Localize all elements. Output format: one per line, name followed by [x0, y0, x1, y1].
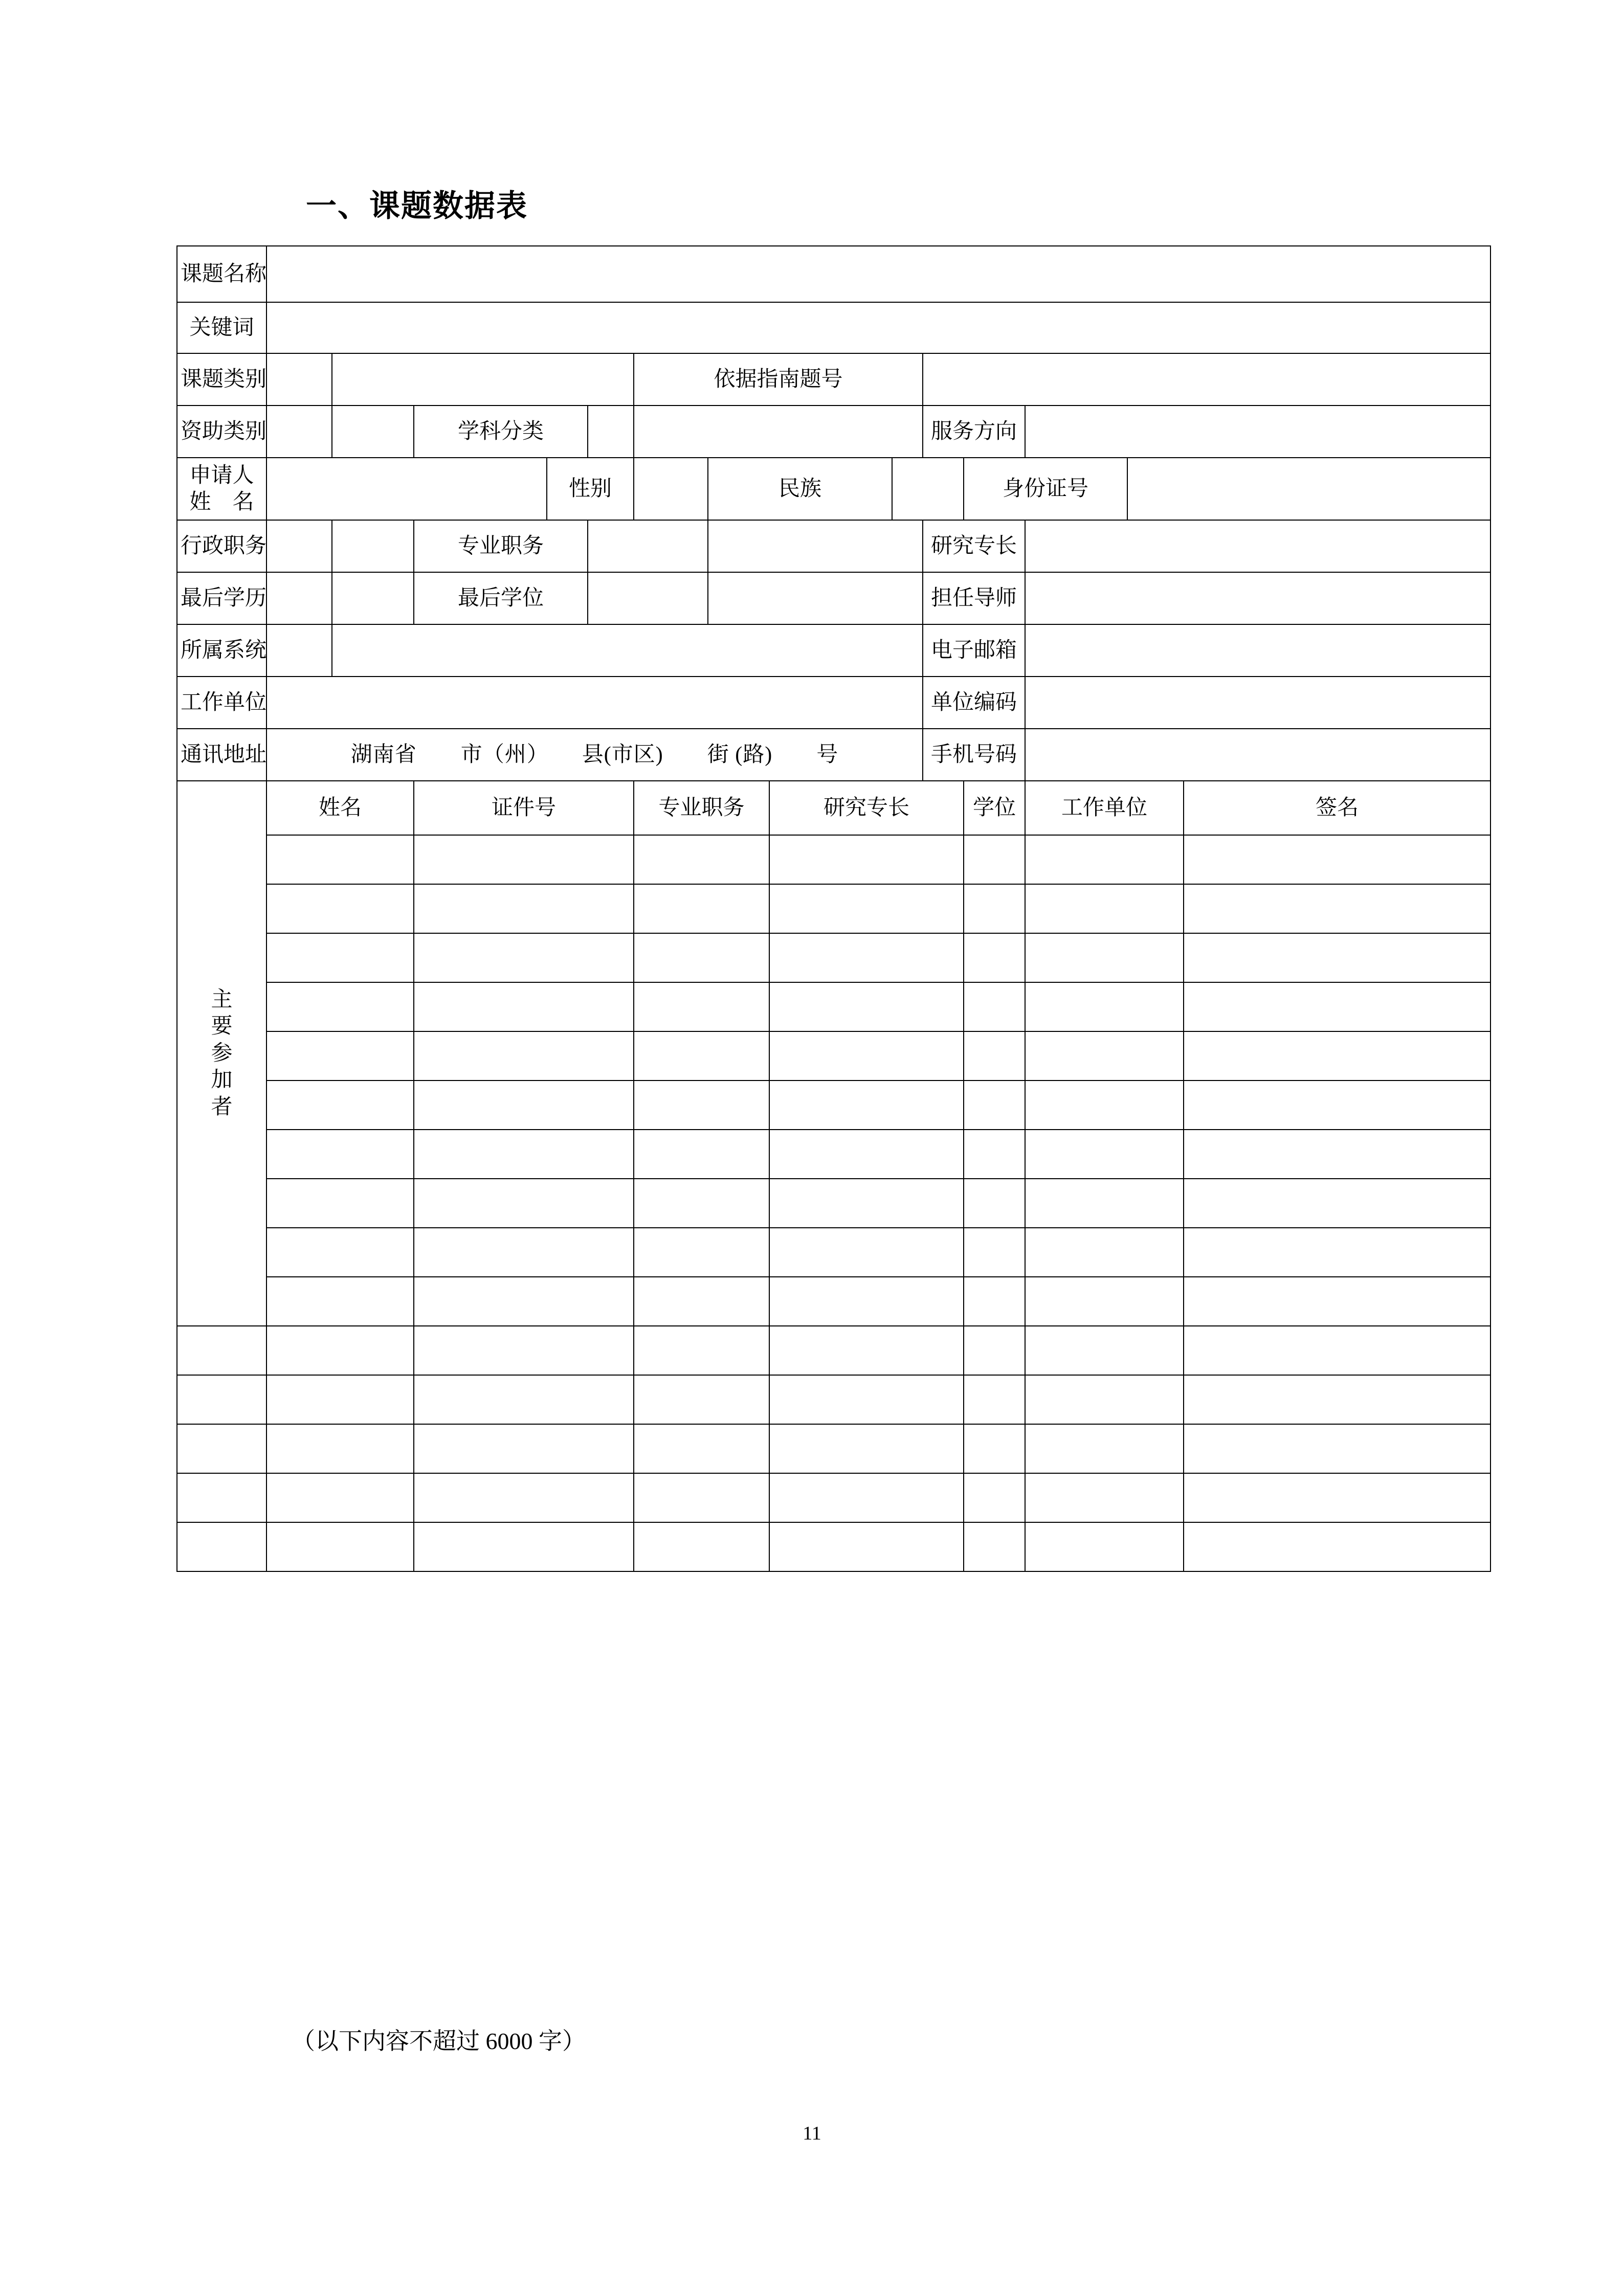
- cell-extra-col4[interactable]: [769, 1473, 964, 1522]
- label-applicant-name-line2: 姓 名: [189, 490, 254, 514]
- cell-id-number[interactable]: [414, 835, 634, 884]
- cell-extra-col2[interactable]: [414, 1375, 634, 1424]
- cell-extra-col4[interactable]: [769, 1424, 964, 1473]
- cell-name[interactable]: [266, 884, 414, 933]
- cell-extra-col5[interactable]: [964, 1473, 1025, 1522]
- cell-extra-col0[interactable]: [177, 1473, 266, 1522]
- table-row: [177, 1277, 1490, 1326]
- column-header-id-number: 证件号: [414, 781, 634, 835]
- table-row: [177, 1130, 1490, 1179]
- label-main-participants-char-3: 加: [211, 1068, 233, 1092]
- label-guideline-number: 依据指南题号: [634, 353, 923, 406]
- cell-name[interactable]: [266, 1031, 414, 1081]
- field-applicant-name[interactable]: [266, 458, 547, 520]
- cell-extra-col2[interactable]: [414, 1473, 634, 1522]
- cell-extra-col2[interactable]: [414, 1326, 634, 1375]
- cell-professional-post[interactable]: [634, 933, 769, 982]
- cell-extra-col1[interactable]: [266, 1424, 414, 1473]
- cell-research-specialty[interactable]: [769, 1130, 964, 1179]
- field-funding-category-code[interactable]: [266, 406, 332, 458]
- cell-name[interactable]: [266, 1277, 414, 1326]
- field-project-title[interactable]: [266, 246, 1490, 302]
- cell-work-unit[interactable]: [1025, 884, 1184, 933]
- cell-signature[interactable]: [1184, 1179, 1490, 1228]
- column-header-signature: 签名: [1184, 781, 1490, 835]
- row-education: [177, 572, 1490, 624]
- field-mobile-number[interactable]: [1025, 729, 1490, 781]
- cell-professional-post[interactable]: [634, 1277, 769, 1326]
- cell-professional-post[interactable]: [634, 835, 769, 884]
- table-row: [177, 1031, 1490, 1081]
- cell-degree[interactable]: [964, 1179, 1025, 1228]
- cell-name[interactable]: [266, 1081, 414, 1130]
- column-header-research-specialty: 研究专长: [769, 781, 964, 835]
- cell-extra-col4[interactable]: [769, 1375, 964, 1424]
- cell-degree[interactable]: [964, 1130, 1025, 1179]
- cell-degree[interactable]: [964, 1031, 1025, 1081]
- cell-research-specialty[interactable]: [769, 1081, 964, 1130]
- cell-id-number[interactable]: [414, 1228, 634, 1277]
- row-affiliated-system: [177, 624, 1490, 677]
- cell-signature[interactable]: [1184, 982, 1490, 1031]
- cell-degree[interactable]: [964, 982, 1025, 1031]
- cell-professional-post[interactable]: [634, 1081, 769, 1130]
- cell-name[interactable]: [266, 835, 414, 884]
- cell-degree[interactable]: [964, 884, 1025, 933]
- row-participants-header: [177, 781, 1490, 835]
- cell-extra-col7[interactable]: [1184, 1326, 1490, 1375]
- cell-extra-col0[interactable]: [177, 1424, 266, 1473]
- label-applicant-name: [177, 458, 266, 520]
- cell-extra-col3[interactable]: [634, 1375, 769, 1424]
- table-row: [177, 933, 1490, 982]
- cell-research-specialty[interactable]: [769, 1031, 964, 1081]
- cell-name[interactable]: [266, 1228, 414, 1277]
- field-professional-post-text[interactable]: [708, 520, 923, 572]
- field-highest-education-code[interactable]: [266, 572, 332, 624]
- cell-extra-col1[interactable]: [266, 1326, 414, 1375]
- cell-id-number[interactable]: [414, 1130, 634, 1179]
- cell-extra-col5[interactable]: [964, 1424, 1025, 1473]
- label-keywords: 关键词: [177, 302, 266, 353]
- field-administrative-post-code[interactable]: [266, 520, 332, 572]
- cell-extra-col0[interactable]: [177, 1375, 266, 1424]
- project-data-table: [176, 245, 1491, 1572]
- row-posts: [177, 520, 1490, 572]
- cell-extra-col7[interactable]: [1184, 1522, 1490, 1571]
- field-discipline-code[interactable]: [588, 406, 634, 458]
- label-professional-post: 专业职务: [414, 520, 588, 572]
- label-main-participants: [177, 781, 266, 1326]
- cell-id-number[interactable]: [414, 1081, 634, 1130]
- table-row: [177, 1473, 1490, 1522]
- label-affiliated-system: 所属系统: [177, 624, 266, 677]
- label-funding-category: 资助类别: [177, 406, 266, 458]
- cell-degree[interactable]: [964, 835, 1025, 884]
- label-project-category: 课题类别: [177, 353, 266, 406]
- field-guideline-number[interactable]: [923, 353, 1490, 406]
- cell-extra-col6[interactable]: [1025, 1375, 1184, 1424]
- cell-extra-col2[interactable]: [414, 1424, 634, 1473]
- label-unit-code: 单位编码: [923, 677, 1025, 729]
- cell-degree[interactable]: [964, 1228, 1025, 1277]
- cell-research-specialty[interactable]: [769, 835, 964, 884]
- table-row: [177, 982, 1490, 1031]
- label-work-unit: 工作单位: [177, 677, 266, 729]
- field-mailing-address[interactable]: 湖南省 市（州） 县(市区) 街 (路) 号: [266, 729, 923, 781]
- field-highest-degree-code[interactable]: [588, 572, 708, 624]
- cell-extra-col3[interactable]: [634, 1473, 769, 1522]
- cell-work-unit[interactable]: [1025, 982, 1184, 1031]
- table-row: [177, 1424, 1490, 1473]
- table-row: [177, 884, 1490, 933]
- label-service-direction: 服务方向: [923, 406, 1025, 458]
- row-mailing-address: [177, 729, 1490, 781]
- cell-extra-col6[interactable]: [1025, 1424, 1184, 1473]
- field-project-category-code[interactable]: [266, 353, 332, 406]
- cell-work-unit[interactable]: [1025, 1031, 1184, 1081]
- table-row: [177, 1375, 1490, 1424]
- field-funding-category-text[interactable]: [332, 406, 414, 458]
- cell-work-unit[interactable]: [1025, 835, 1184, 884]
- label-id-number: 身份证号: [964, 458, 1127, 520]
- label-main-participants-char-4: 者: [211, 1095, 233, 1119]
- cell-signature[interactable]: [1184, 1277, 1490, 1326]
- column-header-degree: 学位: [964, 781, 1025, 835]
- cell-id-number[interactable]: [414, 982, 634, 1031]
- cell-work-unit[interactable]: [1025, 1081, 1184, 1130]
- field-project-category-text[interactable]: [332, 353, 634, 406]
- label-gender: 性别: [547, 458, 634, 520]
- column-header-professional-post: 专业职务: [634, 781, 769, 835]
- table-row: [177, 1081, 1490, 1130]
- field-discipline-text[interactable]: [634, 406, 923, 458]
- field-administrative-post-text[interactable]: [332, 520, 414, 572]
- cell-extra-col1[interactable]: [266, 1522, 414, 1571]
- field-professional-post-code[interactable]: [588, 520, 708, 572]
- cell-signature[interactable]: [1184, 933, 1490, 982]
- row-work-unit: [177, 677, 1490, 729]
- cell-name[interactable]: [266, 982, 414, 1031]
- cell-extra-col6[interactable]: [1025, 1522, 1184, 1571]
- cell-extra-col1[interactable]: [266, 1375, 414, 1424]
- cell-work-unit[interactable]: [1025, 1179, 1184, 1228]
- field-unit-code[interactable]: [1025, 677, 1490, 729]
- field-keywords[interactable]: [266, 302, 1490, 353]
- cell-extra-col7[interactable]: [1184, 1473, 1490, 1522]
- row-project-category: [177, 353, 1490, 406]
- row-funding-category: [177, 406, 1490, 458]
- cell-research-specialty[interactable]: [769, 933, 964, 982]
- cell-id-number[interactable]: [414, 1031, 634, 1081]
- cell-signature[interactable]: [1184, 1031, 1490, 1081]
- table-row: [177, 1228, 1490, 1277]
- label-email: 电子邮箱: [923, 624, 1025, 677]
- page-title: 一、课题数据表: [306, 188, 528, 224]
- cell-extra-col4[interactable]: [769, 1522, 964, 1571]
- label-mobile-number: 手机号码: [923, 729, 1025, 781]
- cell-extra-col1[interactable]: [266, 1473, 414, 1522]
- cell-signature[interactable]: [1184, 1130, 1490, 1179]
- cell-research-specialty[interactable]: [769, 1179, 964, 1228]
- label-main-participants-char-2: 参: [211, 1041, 233, 1065]
- cell-extra-col5[interactable]: [964, 1522, 1025, 1571]
- label-project-title: 课题名称: [177, 246, 266, 302]
- field-service-direction[interactable]: [1025, 406, 1490, 458]
- cell-research-specialty[interactable]: [769, 1228, 964, 1277]
- cell-signature[interactable]: [1184, 1081, 1490, 1130]
- page-number: 11: [803, 2123, 821, 2144]
- cell-signature[interactable]: [1184, 1228, 1490, 1277]
- cell-professional-post[interactable]: [634, 1031, 769, 1081]
- cell-extra-col7[interactable]: [1184, 1424, 1490, 1473]
- label-discipline-category: 学科分类: [414, 406, 588, 458]
- cell-work-unit[interactable]: [1025, 933, 1184, 982]
- cell-professional-post[interactable]: [634, 884, 769, 933]
- table-row: [177, 1326, 1490, 1375]
- cell-id-number[interactable]: [414, 1179, 634, 1228]
- table-row: [177, 1179, 1490, 1228]
- cell-extra-col4[interactable]: [769, 1326, 964, 1375]
- cell-research-specialty[interactable]: [769, 1277, 964, 1326]
- field-affiliated-system-code[interactable]: [266, 624, 332, 677]
- cell-work-unit[interactable]: [1025, 1277, 1184, 1326]
- cell-id-number[interactable]: [414, 1277, 634, 1326]
- cell-name[interactable]: [266, 1130, 414, 1179]
- cell-name[interactable]: [266, 1179, 414, 1228]
- cell-signature[interactable]: [1184, 835, 1490, 884]
- cell-id-number[interactable]: [414, 884, 634, 933]
- cell-extra-col3[interactable]: [634, 1326, 769, 1375]
- field-is-supervisor[interactable]: [1025, 572, 1490, 624]
- word-limit-note: （以下内容不超过 6000 字）: [292, 2028, 586, 2054]
- label-research-specialty: 研究专长: [923, 520, 1025, 572]
- column-header-name: 姓名: [266, 781, 414, 835]
- cell-research-specialty[interactable]: [769, 982, 964, 1031]
- field-gender[interactable]: [634, 458, 708, 520]
- cell-professional-post[interactable]: [634, 1130, 769, 1179]
- label-applicant-name-line1: 申请人: [189, 463, 254, 487]
- cell-professional-post[interactable]: [634, 1228, 769, 1277]
- field-research-specialty[interactable]: [1025, 520, 1490, 572]
- label-is-supervisor: 担任导师: [923, 572, 1025, 624]
- label-highest-education: 最后学历: [177, 572, 266, 624]
- table-row: [177, 1522, 1490, 1571]
- cell-extra-col0[interactable]: [177, 1326, 266, 1375]
- cell-extra-col5[interactable]: [964, 1326, 1025, 1375]
- cell-professional-post[interactable]: [634, 1179, 769, 1228]
- column-header-work-unit: 工作单位: [1025, 781, 1184, 835]
- field-highest-education-text[interactable]: [332, 572, 414, 624]
- cell-degree[interactable]: [964, 933, 1025, 982]
- label-ethnicity: 民族: [708, 458, 892, 520]
- field-work-unit[interactable]: [266, 677, 923, 729]
- cell-extra-col2[interactable]: [414, 1522, 634, 1571]
- label-mailing-address: 通讯地址: [177, 729, 266, 781]
- label-highest-degree: 最后学位: [414, 572, 588, 624]
- cell-work-unit[interactable]: [1025, 1130, 1184, 1179]
- field-email[interactable]: [1025, 624, 1490, 677]
- row-keywords: [177, 302, 1490, 353]
- label-main-participants-char-0: 主: [211, 987, 233, 1011]
- cell-name[interactable]: [266, 933, 414, 982]
- row-applicant: [177, 458, 1490, 520]
- field-highest-degree-text[interactable]: [708, 572, 923, 624]
- cell-degree[interactable]: [964, 1277, 1025, 1326]
- cell-extra-col5[interactable]: [964, 1375, 1025, 1424]
- field-ethnicity[interactable]: [892, 458, 964, 520]
- table-row: [177, 835, 1490, 884]
- cell-professional-post[interactable]: [634, 982, 769, 1031]
- cell-signature[interactable]: [1184, 884, 1490, 933]
- cell-work-unit[interactable]: [1025, 1228, 1184, 1277]
- cell-extra-col3[interactable]: [634, 1522, 769, 1571]
- cell-extra-col3[interactable]: [634, 1424, 769, 1473]
- cell-extra-col6[interactable]: [1025, 1473, 1184, 1522]
- field-affiliated-system-text[interactable]: [332, 624, 923, 677]
- field-id-number[interactable]: [1127, 458, 1490, 520]
- cell-extra-col0[interactable]: [177, 1522, 266, 1571]
- cell-extra-col7[interactable]: [1184, 1375, 1490, 1424]
- label-main-participants-char-1: 要: [211, 1015, 233, 1039]
- cell-degree[interactable]: [964, 1081, 1025, 1130]
- cell-id-number[interactable]: [414, 933, 634, 982]
- cell-research-specialty[interactable]: [769, 884, 964, 933]
- row-project-title: [177, 246, 1490, 302]
- cell-extra-col6[interactable]: [1025, 1326, 1184, 1375]
- label-administrative-post: 行政职务: [177, 520, 266, 572]
